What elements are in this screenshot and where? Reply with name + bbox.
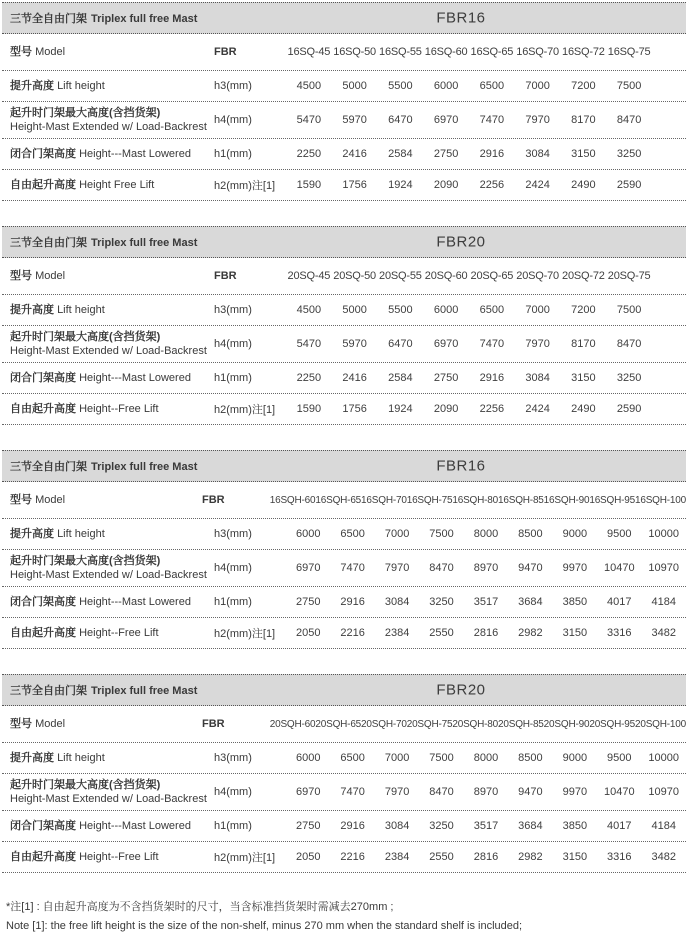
row-label-en: Model — [35, 493, 66, 506]
value-cell: 2250 — [296, 372, 322, 384]
value-cell: 6000 — [433, 304, 459, 316]
value-cell: 7500 — [429, 528, 454, 540]
row-label-zh: 起升时门架最大高度(含挡货架) — [10, 554, 161, 567]
value-cell: 9000 — [562, 528, 588, 540]
row-param: FBR — [214, 270, 237, 282]
row-label — [2, 330, 214, 359]
value-cell: 7000 — [525, 304, 550, 316]
value-cell: 2816 — [473, 627, 499, 639]
value-cell: 5470 — [296, 338, 322, 350]
value-cell: 2750 — [433, 372, 459, 384]
value-cell: 3150 — [562, 851, 588, 863]
row-param: h1(mm) — [214, 820, 252, 832]
row-label-en: Height---Mast Lowered — [79, 147, 191, 160]
value-cell: 8470 — [429, 786, 454, 798]
row-label-en: Height--Free Lift — [79, 850, 159, 863]
section-header — [2, 674, 686, 706]
model-cell: 16SQ-65 — [470, 46, 514, 58]
row-label-zh: 闭合门架高度 — [10, 595, 76, 608]
model-cell: 20SQ-70 — [516, 270, 559, 282]
section-title-en: Triplex full free Mast — [91, 237, 198, 249]
spec-row — [2, 326, 686, 363]
value-cell: 10970 — [648, 786, 680, 798]
row-param: FBR — [201, 718, 225, 730]
model-cell: 20SQH-100 — [634, 718, 686, 730]
value-cell: 3850 — [562, 820, 588, 832]
row-label-zh: 起升时门架最大高度(含挡货架) — [10, 778, 161, 791]
row-label-en: Height--Free Lift — [79, 626, 159, 639]
series-code: FBR20 — [436, 233, 486, 251]
value-cell: 6500 — [479, 304, 505, 316]
spec-table-section-2 — [2, 226, 686, 425]
value-cell: 3316 — [607, 627, 632, 639]
section-title-zh: 三节全自由门架 — [10, 237, 87, 249]
row-label — [2, 554, 214, 583]
row-label-en: Height-Mast Extended w/ Load-Backrest — [10, 793, 207, 805]
footnote-en: Note [1]: the free lift height is the size of the non-shelf, minus 270 mm when the standard shelf is included; — [6, 920, 523, 933]
value-cell: 2550 — [429, 627, 454, 639]
spec-table-section-4 — [2, 674, 686, 873]
value-cell: 8170 — [571, 114, 596, 126]
row-label-zh: 提升高度 — [10, 527, 54, 540]
model-cell: 16SQ-75 — [607, 46, 651, 58]
row-label-zh: 起升时门架最大高度(含挡货架) — [10, 106, 161, 119]
value-cell: 2916 — [479, 148, 505, 160]
value-cell: 8000 — [473, 752, 499, 764]
spec-sheet — [2, 2, 686, 937]
value-cell: 6000 — [433, 80, 459, 92]
value-cell: 2750 — [295, 820, 321, 832]
value-cell: 3684 — [518, 820, 543, 832]
value-cell: 3250 — [616, 372, 642, 384]
value-cell: 2090 — [433, 179, 459, 191]
row-label-en: Height---Mast Lowered — [79, 819, 191, 832]
value-cell: 6500 — [340, 528, 365, 540]
value-cell: 9000 — [562, 752, 588, 764]
value-cell: 10470 — [603, 786, 635, 798]
value-cell: 3084 — [384, 820, 410, 832]
row-param: h2(mm)注[1] — [214, 404, 276, 416]
value-cell: 10470 — [603, 562, 635, 574]
value-cell: 9500 — [607, 752, 632, 764]
model-cell: 20SQ-50 — [333, 270, 376, 282]
value-cell: 5470 — [296, 114, 322, 126]
value-cell: 1590 — [296, 403, 322, 415]
row-label — [2, 79, 214, 93]
section-header — [2, 2, 686, 34]
value-cell: 3482 — [651, 851, 676, 863]
model-cell: 20SQH-85 — [498, 718, 544, 730]
row-label-en: Lift height — [57, 79, 105, 92]
model-cell: 16SQH-75 — [406, 494, 453, 506]
value-cell: 8500 — [518, 752, 543, 764]
value-cell: 6970 — [433, 338, 459, 350]
row-label-en: Height Free Lift — [79, 178, 155, 191]
spec-row — [2, 811, 686, 842]
value-cell: 7470 — [340, 786, 365, 798]
row-label-en: Model — [35, 717, 66, 730]
value-cell: 5970 — [342, 114, 367, 126]
value-cell: 9470 — [518, 786, 543, 798]
value-cell: 9500 — [607, 528, 632, 540]
spec-row — [2, 550, 686, 587]
model-cell: 16SQ-70 — [516, 46, 559, 58]
value-cell: 10970 — [648, 562, 680, 574]
value-cell: 6000 — [295, 752, 321, 764]
row-label — [2, 819, 214, 833]
value-cell: 7470 — [479, 338, 505, 350]
model-cell: 16SQ-50 — [333, 46, 376, 58]
value-cell: 2590 — [616, 179, 642, 191]
value-cell: 7470 — [479, 114, 505, 126]
value-cell: 8970 — [473, 786, 499, 798]
row-param: h3(mm) — [214, 528, 252, 540]
value-cell: 3250 — [616, 148, 642, 160]
section-title-zh: 三节全自由门架 — [10, 13, 87, 25]
value-cell: 5000 — [342, 80, 367, 92]
value-cell: 7470 — [340, 562, 365, 574]
row-label — [2, 850, 214, 864]
row-label — [2, 751, 214, 765]
row-label — [2, 493, 202, 507]
model-cell: 20SQ-72 — [562, 270, 605, 282]
row-label-zh: 型号 — [10, 45, 32, 58]
value-cell: 3084 — [525, 148, 550, 160]
spec-row — [2, 587, 686, 618]
section-title-en: Triplex full free Mast — [91, 13, 198, 25]
model-cell: 16SQH-85 — [498, 494, 544, 506]
spec-row — [2, 519, 686, 550]
value-cell: 3517 — [473, 820, 499, 832]
model-cell: 16SQH-60 — [269, 494, 316, 506]
value-cell: 2816 — [473, 851, 499, 863]
row-label-zh: 提升高度 — [10, 79, 54, 92]
value-cell: 6000 — [295, 528, 321, 540]
value-cell: 9470 — [518, 562, 543, 574]
value-cell: 2050 — [295, 627, 321, 639]
value-cell: 4017 — [607, 820, 632, 832]
row-label-zh: 提升高度 — [10, 751, 54, 764]
model-cell: 20SQ-75 — [607, 270, 651, 282]
row-label-zh: 自由起升高度 — [10, 850, 76, 863]
section-title-en: Triplex full free Mast — [91, 685, 198, 697]
model-cell: 16SQ-45 — [287, 46, 331, 58]
value-cell: 3250 — [429, 596, 454, 608]
value-cell: 7000 — [525, 80, 550, 92]
value-cell: 7500 — [616, 304, 642, 316]
value-cell: 4184 — [651, 596, 676, 608]
value-cell: 4017 — [607, 596, 632, 608]
row-label — [2, 626, 214, 640]
model-cell: 20SQH-75 — [406, 718, 453, 730]
spec-row — [2, 394, 686, 425]
value-cell: 2750 — [433, 148, 459, 160]
row-label-en: Lift height — [57, 303, 105, 316]
model-cell: 20SQH-95 — [589, 718, 635, 730]
value-cell: 7970 — [384, 562, 410, 574]
section-title-en: Triplex full free Mast — [91, 461, 198, 473]
row-label-zh: 起升时门架最大高度(含挡货架) — [10, 330, 161, 343]
row-param: h3(mm) — [214, 80, 252, 92]
value-cell: 3150 — [571, 148, 596, 160]
row-param: h2(mm)注[1] — [214, 180, 276, 192]
row-label-zh: 型号 — [10, 717, 32, 730]
row-param: FBR — [214, 46, 237, 58]
value-cell: 8470 — [429, 562, 454, 574]
value-cell: 5500 — [388, 304, 413, 316]
value-cell: 9970 — [562, 786, 588, 798]
row-label — [2, 106, 214, 135]
spec-row — [2, 618, 686, 649]
value-cell: 2916 — [340, 596, 365, 608]
value-cell: 8170 — [571, 338, 596, 350]
section-title — [2, 234, 197, 250]
value-cell: 1924 — [388, 403, 413, 415]
value-cell: 7500 — [429, 752, 454, 764]
row-label-zh: 自由起升高度 — [10, 402, 76, 415]
row-label-zh: 闭合门架高度 — [10, 371, 76, 384]
value-cell: 2090 — [433, 403, 459, 415]
value-cell: 1590 — [296, 179, 322, 191]
value-cell: 3150 — [562, 627, 588, 639]
value-cell: 2750 — [295, 596, 321, 608]
value-cell: 1924 — [388, 179, 413, 191]
value-cell: 3084 — [525, 372, 550, 384]
value-cell: 2416 — [342, 372, 367, 384]
section-header — [2, 450, 686, 482]
spec-table-section-1 — [2, 2, 686, 201]
model-cell: 20SQH-80 — [452, 718, 499, 730]
value-cell: 2916 — [340, 820, 365, 832]
value-cell: 2250 — [296, 148, 322, 160]
value-cell: 3517 — [473, 596, 499, 608]
section-title — [2, 10, 197, 26]
value-cell: 2584 — [388, 148, 413, 160]
value-cell: 1756 — [342, 403, 367, 415]
value-cell: 2982 — [518, 851, 543, 863]
model-cell: 16SQ-72 — [562, 46, 605, 58]
value-cell: 7970 — [525, 114, 550, 126]
model-cell: 20SQH-70 — [361, 718, 407, 730]
spec-table-section-3 — [2, 450, 686, 649]
row-label — [2, 527, 214, 541]
footnote-zh: *注[1] : 自由起升高度为不含挡货架时的尺寸，当含标准挡货架时需减去270mm ; — [6, 901, 394, 913]
value-cell: 6470 — [388, 114, 413, 126]
spec-row — [2, 842, 686, 873]
model-row — [2, 258, 686, 295]
value-cell: 2216 — [340, 627, 365, 639]
series-code: FBR16 — [436, 9, 486, 27]
value-cell: 2384 — [384, 851, 410, 863]
series-code: FBR20 — [436, 681, 486, 699]
spec-row — [2, 743, 686, 774]
value-cell: 5970 — [342, 338, 367, 350]
model-cell: 20SQ-60 — [424, 270, 468, 282]
value-cell: 2490 — [571, 179, 596, 191]
spec-tables — [2, 2, 686, 873]
row-label — [2, 778, 214, 807]
model-row — [2, 706, 686, 743]
value-cell: 6470 — [388, 338, 413, 350]
value-cell: 3850 — [562, 596, 588, 608]
row-param: h1(mm) — [214, 596, 252, 608]
section-header — [2, 226, 686, 258]
value-cell: 7970 — [525, 338, 550, 350]
value-cell: 6970 — [295, 786, 321, 798]
section-title — [2, 682, 197, 698]
value-cell: 3482 — [651, 627, 676, 639]
row-label-en: Height-Mast Extended w/ Load-Backrest — [10, 121, 207, 133]
value-cell: 8970 — [473, 562, 499, 574]
row-label — [2, 595, 214, 609]
model-cell: 20SQH-65 — [315, 718, 362, 730]
value-cell: 8500 — [518, 528, 543, 540]
value-cell: 10000 — [648, 528, 680, 540]
row-label-en: Lift height — [57, 527, 105, 540]
row-param: h4(mm) — [214, 786, 252, 798]
row-label-en: Height---Mast Lowered — [79, 595, 191, 608]
value-cell: 3684 — [518, 596, 543, 608]
row-param: h4(mm) — [214, 114, 252, 126]
row-label-zh: 型号 — [10, 269, 32, 282]
value-cell: 2216 — [340, 851, 365, 863]
value-cell: 2384 — [384, 627, 410, 639]
value-cell: 3084 — [384, 596, 410, 608]
spec-row — [2, 71, 686, 102]
spec-row — [2, 102, 686, 139]
model-row — [2, 482, 686, 519]
model-cell: 20SQ-65 — [470, 270, 514, 282]
row-label-en: Model — [35, 45, 66, 58]
footnotes — [2, 898, 686, 937]
row-label — [2, 269, 214, 283]
model-row — [2, 34, 686, 71]
value-cell: 5000 — [342, 304, 367, 316]
row-label-zh: 自由起升高度 — [10, 626, 76, 639]
value-cell: 7000 — [384, 752, 410, 764]
value-cell: 4500 — [296, 304, 322, 316]
value-cell: 6500 — [479, 80, 505, 92]
spec-row — [2, 170, 686, 201]
model-cell: 16SQ-60 — [424, 46, 468, 58]
row-label — [2, 717, 202, 731]
value-cell: 8000 — [473, 528, 499, 540]
value-cell: 9970 — [562, 562, 588, 574]
value-cell: 2490 — [571, 403, 596, 415]
model-cell: 16SQH-100 — [634, 494, 686, 506]
value-cell: 2256 — [479, 403, 505, 415]
value-cell: 5500 — [388, 80, 413, 92]
value-cell: 6970 — [295, 562, 321, 574]
value-cell: 8470 — [616, 114, 642, 126]
row-param: FBR — [201, 494, 225, 506]
row-label — [2, 402, 214, 416]
row-label — [2, 303, 214, 317]
model-cell: 20SQ-55 — [379, 270, 422, 282]
section-title-zh: 三节全自由门架 — [10, 461, 87, 473]
value-cell: 7200 — [571, 304, 596, 316]
row-label-zh: 闭合门架高度 — [10, 819, 76, 832]
value-cell: 3250 — [429, 820, 454, 832]
value-cell: 8470 — [616, 338, 642, 350]
row-label — [2, 45, 214, 59]
row-label — [2, 178, 214, 192]
value-cell: 1756 — [342, 179, 367, 191]
value-cell: 4500 — [296, 80, 322, 92]
value-cell: 10000 — [648, 752, 680, 764]
value-cell: 2050 — [295, 851, 321, 863]
value-cell: 7500 — [616, 80, 642, 92]
model-cell: 20SQ-45 — [287, 270, 331, 282]
spec-row — [2, 363, 686, 394]
model-cell: 16SQH-70 — [361, 494, 407, 506]
model-cell: 16SQH-80 — [452, 494, 499, 506]
model-cell: 20SQH-60 — [269, 718, 316, 730]
value-cell: 2982 — [518, 627, 543, 639]
row-label-zh: 闭合门架高度 — [10, 147, 76, 160]
value-cell: 2550 — [429, 851, 454, 863]
value-cell: 3150 — [571, 372, 596, 384]
row-label-en: Lift height — [57, 751, 105, 764]
row-param: h2(mm)注[1] — [214, 628, 276, 640]
row-label-en: Height--Free Lift — [79, 402, 159, 415]
row-param: h1(mm) — [214, 372, 252, 384]
row-param: h2(mm)注[1] — [214, 852, 276, 864]
value-cell: 6970 — [433, 114, 459, 126]
row-label-en: Height---Mast Lowered — [79, 371, 191, 384]
value-cell: 2416 — [342, 148, 367, 160]
series-code: FBR16 — [436, 457, 486, 475]
spec-row — [2, 295, 686, 326]
value-cell: 7200 — [571, 80, 596, 92]
row-label — [2, 147, 214, 161]
model-cell: 16SQH-65 — [315, 494, 362, 506]
row-label-zh: 自由起升高度 — [10, 178, 76, 191]
row-label-zh: 提升高度 — [10, 303, 54, 316]
section-title — [2, 458, 197, 474]
spec-row — [2, 774, 686, 811]
row-label-en: Model — [35, 269, 66, 282]
model-cell: 16SQ-55 — [379, 46, 422, 58]
row-param: h4(mm) — [214, 562, 252, 574]
row-param: h1(mm) — [214, 148, 252, 160]
row-label — [2, 371, 214, 385]
section-title-zh: 三节全自由门架 — [10, 685, 87, 697]
model-cell: 16SQH-95 — [589, 494, 635, 506]
row-param: h3(mm) — [214, 304, 252, 316]
row-label-en: Height-Mast Extended w/ Load-Backrest — [10, 569, 207, 581]
value-cell: 3316 — [607, 851, 632, 863]
value-cell: 6500 — [340, 752, 365, 764]
spec-row — [2, 139, 686, 170]
value-cell: 2256 — [479, 179, 505, 191]
value-cell: 7000 — [384, 528, 410, 540]
value-cell: 2590 — [616, 403, 642, 415]
value-cell: 4184 — [651, 820, 676, 832]
row-label-zh: 型号 — [10, 493, 32, 506]
value-cell: 2424 — [525, 403, 550, 415]
model-cell: 16SQH-90 — [543, 494, 590, 506]
value-cell: 7970 — [384, 786, 410, 798]
value-cell: 2424 — [525, 179, 550, 191]
value-cell: 2916 — [479, 372, 505, 384]
model-cell: 20SQH-90 — [543, 718, 590, 730]
row-label-en: Height-Mast Extended w/ Load-Backrest — [10, 345, 207, 357]
row-param: h4(mm) — [214, 338, 252, 350]
value-cell: 2584 — [388, 372, 413, 384]
row-param: h3(mm) — [214, 752, 252, 764]
